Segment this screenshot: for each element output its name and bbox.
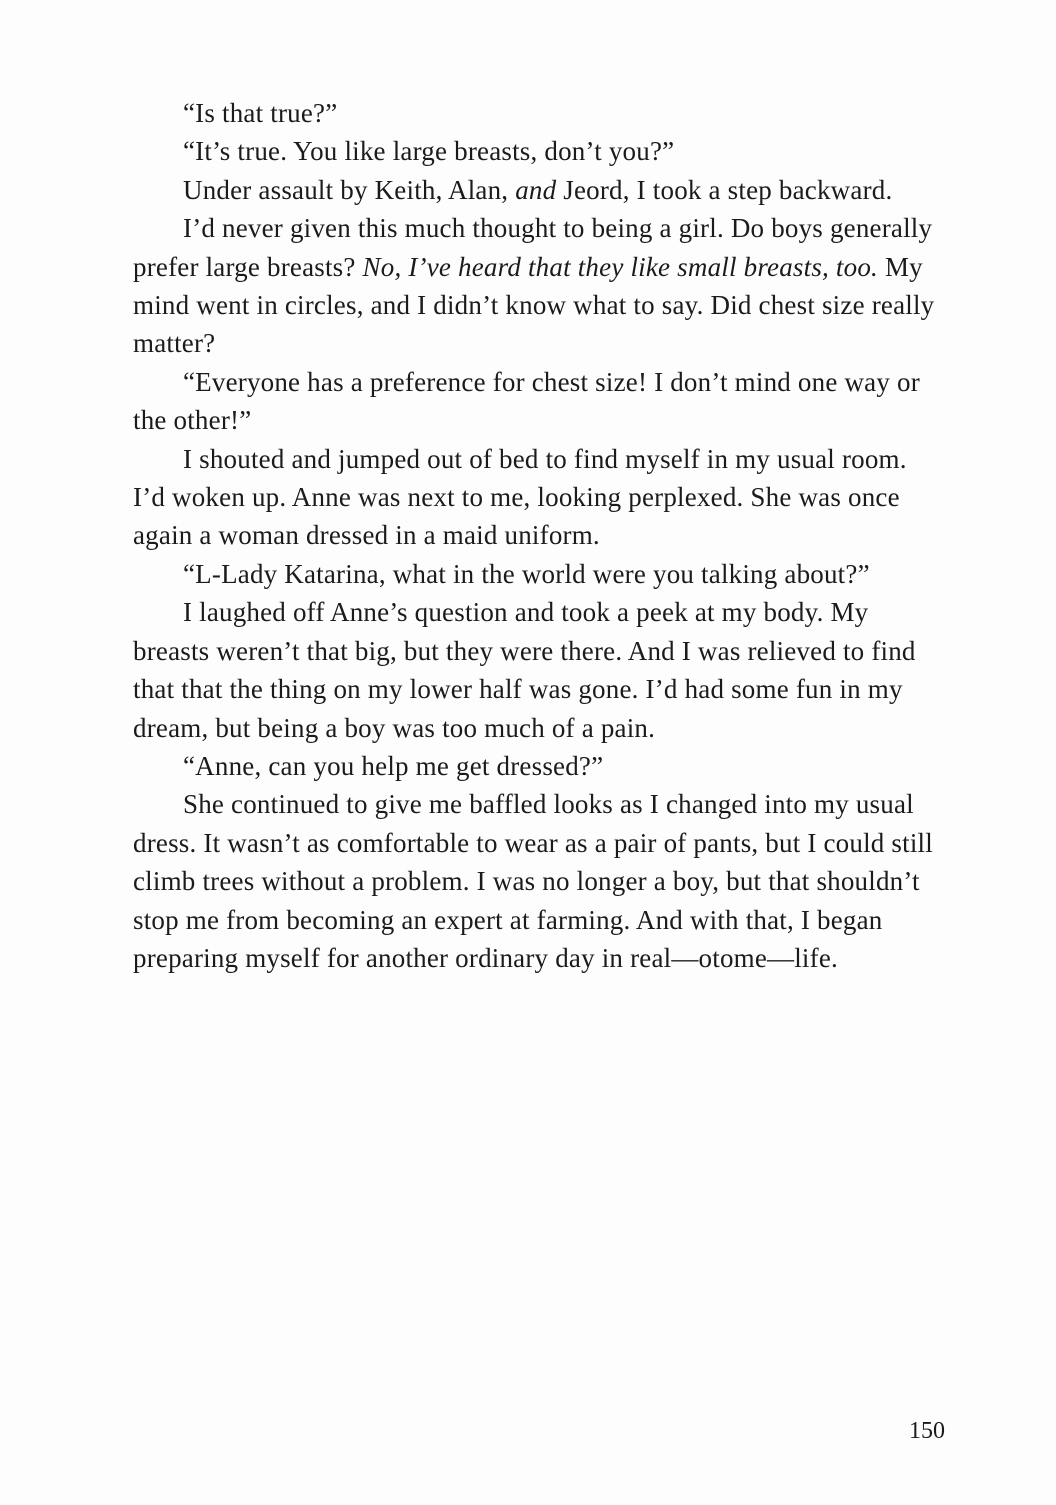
paragraph bbox=[133, 171, 945, 209]
italic-text-run: and bbox=[515, 174, 557, 205]
text-run: “Is that true?” bbox=[183, 98, 338, 128]
text-run: “Everyone has a preference for chest size! I don’t mind one way or the other!” bbox=[133, 366, 920, 436]
text-run: I’d never given this much thought to being a girl. Do boys generally prefer large breasts? bbox=[133, 213, 933, 282]
paragraph bbox=[133, 440, 945, 555]
page-text bbox=[133, 94, 945, 977]
text-run: My mind went in circles, and I didn’t know what to say. Did chest size really matter? bbox=[133, 251, 935, 359]
text-run: Under assault by Keith, Alan, bbox=[183, 174, 516, 205]
italic-text-run: No, I’ve heard that they like small breasts, too. bbox=[362, 251, 878, 282]
text-run: I laughed off Anne’s question and took a peek at my body. My breasts weren’t that big, but they were there. And I was relieved to find that that the thing on my lower half was gone. I’d had some fun in my dream, but being a boy was too much of a pain. bbox=[133, 597, 916, 743]
text-run: She continued to give me baffled looks as I changed into my usual dress. It wasn’t as comfortable to wear as a pair of pants, but I could still climb trees without a problem. I was no longer a boy, but that shouldn’t stop me from becoming an expert at farming. And with that, I began preparing myself for another ordinary day in real—otome—life. bbox=[133, 789, 933, 973]
paragraph bbox=[133, 363, 945, 440]
paragraph bbox=[133, 132, 945, 170]
paragraph bbox=[133, 747, 945, 785]
paragraph bbox=[133, 593, 945, 747]
paragraph bbox=[133, 555, 945, 593]
page-number: 150 bbox=[909, 1418, 945, 1444]
paragraph bbox=[133, 785, 945, 977]
text-run: I shouted and jumped out of bed to find myself in my usual room. I’d woken up. Anne was next to me, looking perplexed. She was once again a woman dressed in a maid uniform. bbox=[133, 443, 907, 551]
paragraph bbox=[133, 209, 945, 363]
text-run: “It’s true. You like large breasts, don’t you?” bbox=[183, 136, 675, 167]
text-run: “Anne, can you help me get dressed?” bbox=[183, 750, 604, 781]
text-run: Jeord, I took a step backward. bbox=[556, 174, 893, 205]
paragraph bbox=[133, 94, 945, 132]
text-run: “L-Lady Katarina, what in the world were you talking about?” bbox=[183, 558, 870, 589]
